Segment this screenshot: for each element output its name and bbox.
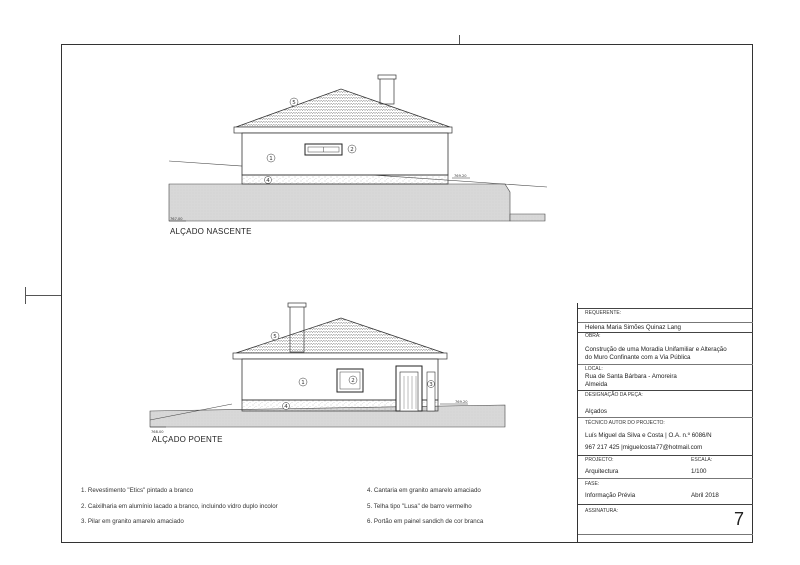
- local-line-2: Almeida: [585, 381, 608, 388]
- east-marker-2-label: 2: [350, 147, 354, 153]
- requerente-value: Helena Maria Simões Quinaz Lang: [585, 324, 681, 331]
- local-label: LOCAL:: [585, 366, 603, 372]
- obra-line-1: Construção de uma Moradia Unifamiliar e Alteração: [585, 346, 727, 353]
- assinatura-label: ASSINATURA:: [585, 508, 618, 514]
- date-value: Abril 2018: [691, 492, 719, 499]
- local-line-1: Rua de Santa Bárbara - Amoreira: [585, 373, 677, 380]
- east-wall: [242, 133, 448, 175]
- east-roof: [236, 89, 450, 127]
- east-chimney: [380, 78, 394, 104]
- west-roof: [236, 318, 444, 353]
- legend-item-3: 3. Pilar em granito amarelo amaciado: [81, 518, 184, 525]
- west-marker-1-label: 1: [301, 380, 305, 386]
- designacao-label: DESIGNAÇÃO DA PEÇA:: [585, 392, 643, 398]
- legend-item-6: 6. Portão em painel sandich de cor branca: [367, 518, 484, 525]
- east-elevation-title: ALÇADO NASCENTE: [170, 227, 252, 236]
- legend-item-2: 2. Caixilharia em alumínio lacado a branco, incluindo vidro duplo incolor: [81, 503, 278, 510]
- west-eave: [233, 353, 447, 359]
- east-marker-5-label: 5: [292, 100, 296, 106]
- escala-label: ESCALA:: [691, 457, 713, 463]
- title-block: [577, 303, 752, 542]
- projecto-label: PROJECTO:: [585, 457, 614, 463]
- west-marker-3-label: 3: [429, 382, 433, 388]
- east-marker-4-label: 4: [266, 178, 270, 184]
- tecnico-line-2: 967 217 425 |miguelcosta77@hotmail.com: [585, 444, 703, 451]
- west-elevation: [150, 303, 505, 434]
- tecnico-line-1: Luís Miguel da Silva e Costa | O.A. n.º 6086/N: [585, 432, 712, 439]
- west-level-high: 769.20: [455, 400, 468, 404]
- obra-label: OBRA:: [585, 333, 601, 339]
- fase-value: Informação Prévia: [585, 492, 636, 499]
- west-marker-2-label: 2: [351, 378, 355, 384]
- east-ground-terrain: [169, 184, 510, 221]
- legend-item-4: 4. Cantaria em granito amarelo amaciado: [367, 487, 481, 494]
- west-marker-4-label: 4: [284, 404, 288, 410]
- west-marker-5-label: 5: [273, 334, 277, 340]
- obra-line-2: do Muro Confinante com a Via Pública: [585, 354, 691, 361]
- legend-item-1: 1. Revestimento "Etics" pintado a branco: [81, 487, 194, 494]
- east-ground-step: [510, 214, 545, 221]
- designacao-value: Alçados: [585, 408, 608, 415]
- east-plinth: [242, 175, 448, 184]
- east-elevation: [169, 75, 547, 221]
- west-elevation-title: ALÇADO POENTE: [152, 435, 223, 444]
- projecto-value: Arquitectura: [585, 468, 619, 475]
- west-door: [400, 372, 418, 411]
- west-pillar: [427, 372, 435, 411]
- east-eave: [234, 127, 452, 133]
- sheet-number: 7: [734, 509, 745, 529]
- legend-item-5: 5. Telha tipo "Lusa" de barro vermelho: [367, 503, 472, 510]
- requerente-label: REQUERENTE:: [585, 310, 622, 316]
- escala-value: 1/100: [691, 468, 707, 475]
- east-level-low: 767.00: [170, 217, 183, 221]
- tecnico-label: TÉCNICO AUTOR DO PROJECTO:: [585, 420, 665, 426]
- east-level-high: 769.20: [454, 174, 467, 178]
- fase-label: FASE:: [585, 481, 600, 487]
- west-level-low: 768.00: [151, 430, 164, 434]
- east-marker-1-label: 1: [269, 156, 273, 162]
